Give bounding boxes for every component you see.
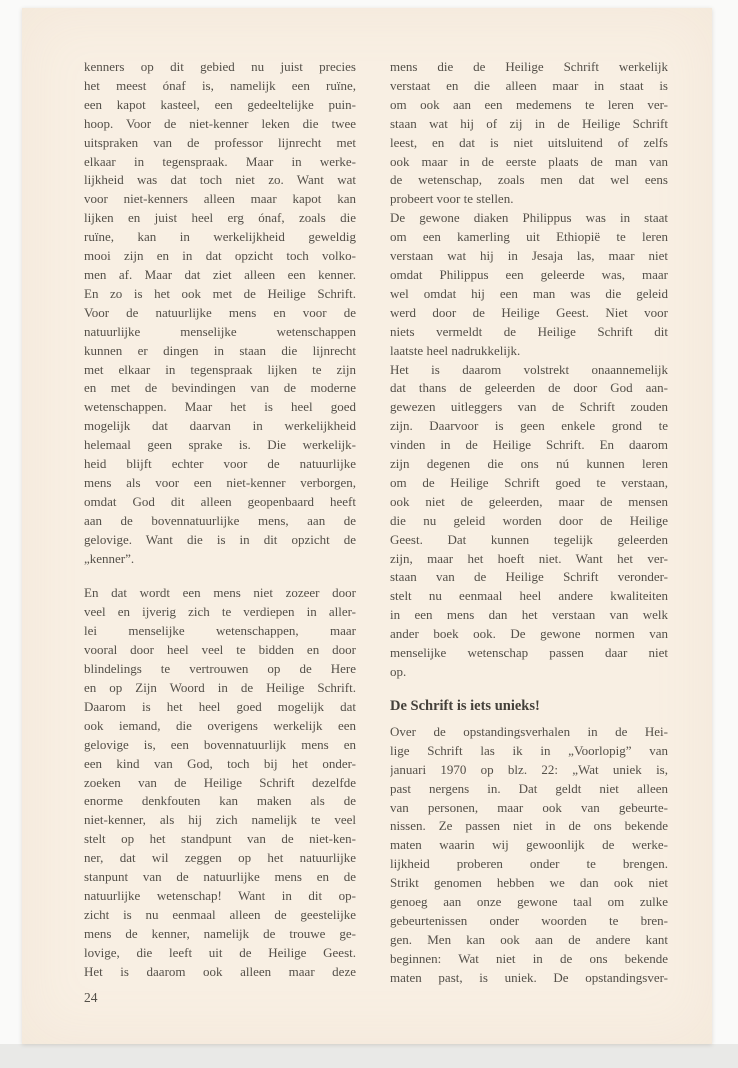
paragraph [84, 58, 356, 568]
text-line: mooi zijn en in dat opzicht toch volko- [84, 248, 356, 264]
text-line: beginnen: Wat niet in de ons bekende [390, 950, 668, 966]
text-line: natuurlijke wetenschap! Want in dit op- [84, 887, 356, 903]
paragraph [390, 58, 668, 209]
text-line: niet-kenner, als hij zich namelijk te veel [84, 812, 356, 828]
text-line: om de Heilige Schrift goed te verstaan, [390, 474, 668, 490]
text-line: dat thans de geleerden de door God aan- [390, 380, 668, 396]
text-line: En zo is het ook met de Heilige Schrift. [84, 285, 356, 301]
text-line: probeert voor te stellen. [390, 191, 514, 207]
text-line: blindelings te vertrouwen op de Here [84, 661, 356, 677]
text-line: een kind van God, toch bij het onder- [84, 755, 356, 771]
text-line: verstaan wat hij in Jesaja las, maar niet [390, 248, 668, 264]
text-line: lijkheid was dat toch niet zo. Want wat [84, 172, 356, 188]
text-line: lijken en juist heel erg ónaf, zoals die [84, 210, 356, 226]
text-line: lovige, die leeft uit de Heilige Geest. [84, 944, 356, 960]
text-line: en op Zijn Woord in de Heilige Schrift. [84, 680, 356, 695]
text-line: natuurlijke menselijke wetenschappen [84, 323, 356, 339]
text-line: om ook aan een medemens te leren ver- [390, 96, 668, 112]
text-line: helemaal geen sprake is. Die werkelijk- [84, 437, 356, 453]
text-line: elkaar in tegenspraak. Maar in werke- [84, 153, 356, 169]
left-column [84, 58, 356, 1007]
text-line: stelt op het standpunt van de niet-ken- [84, 831, 356, 847]
text-line: lei menselijke wetenschappen, maar [84, 623, 356, 639]
text-line: en met de bevindingen van de moderne [84, 380, 356, 396]
text-line: verstaat en die alleen maar in staat is [390, 77, 668, 93]
two-column-layout [84, 58, 668, 1007]
text-line: mens die de Heilige Schrift werkelijk [390, 59, 668, 74]
text-line: men af. Maar dat ziet alleen een kenner. [84, 266, 356, 282]
text-line: maten waarin wij gewoonlijk de werke- [390, 837, 668, 853]
text-line: lijkheid proberen onder te brengen. [390, 856, 668, 872]
text-line: Daarom is het heel goed mogelijk dat [84, 698, 356, 714]
text-line: gewezen uitleggers van de Schrift zouden [390, 399, 668, 415]
text-line: heid blijft echter voor de natuurlijke [84, 456, 356, 472]
paragraph [84, 584, 356, 981]
text-line: nissen. Ze passen niet in de ons bekende [390, 818, 668, 834]
text-line: van personen, maar ook van gebeurte- [390, 799, 668, 815]
text-line: omdat God dit alleen geopenbaard heeft [84, 493, 356, 509]
page-number: 24 [84, 989, 98, 1005]
text-line: „kenner”. [84, 550, 135, 566]
text-line: Geest. Dat kunnen tegelijk geleerden [390, 531, 668, 547]
text-line: zoeken van de Heilige Schrift dezelfde [84, 774, 356, 790]
text-line: Het is daarom ook alleen maar deze [84, 963, 356, 979]
text-line: mens de kenner, namelijk de trouwe ge- [84, 925, 356, 941]
text-line: mens als voor een niet-kenner verborgen, [84, 474, 356, 490]
text-line: zijn degenen die ons nú kunnen leren [390, 456, 668, 472]
text-line: zicht is nu eenmaal alleen de geestelijke [84, 906, 356, 922]
text-line: En dat wordt een mens niet zozeer door [84, 585, 356, 601]
text-line: de wetenschap, zoals men dat wel eens [390, 172, 668, 188]
text-line: ruïne, kan in werkelijkheid geweldig [84, 229, 356, 245]
text-line: vinden in de Heilige Schrift. En daarom [390, 437, 668, 453]
text-line: kunnen er dingen in staan die lijnrecht [84, 342, 356, 358]
paragraph [390, 209, 668, 360]
text-line: ander boek ook. De gewone normen van [390, 626, 668, 642]
paragraph [390, 361, 668, 682]
text-line: op. [390, 664, 407, 679]
text-line: omdat Philippus een geleerde was, maar [390, 266, 668, 282]
text-line: ner, dat wil zeggen op het natuurlijke [84, 850, 356, 866]
text-line: het meest ónaf is, namelijk een ruïne, [84, 77, 356, 93]
text-line: Over de opstandingsverhalen in de Hei- [390, 723, 668, 739]
text-line: genoeg aan onze gewone taal om zulke [390, 894, 668, 910]
text-line: wetenschappen. Maar het is heel goed [84, 399, 356, 415]
paragraph [390, 723, 668, 988]
text-line: gelovige. Want die is in dit opzicht de [84, 531, 356, 547]
text-line: Strikt genomen hebben we dan ook niet [390, 875, 668, 891]
text-line: enorme denkfouten kan maken als de [84, 793, 356, 809]
text-line: januari 1970 op blz. 22: „Wat uniek is, [390, 761, 668, 777]
text-line: in een mens dan het verstaan van welk [390, 607, 668, 623]
text-line: leest, en dat is niet uitsluitend of zelfs [390, 134, 668, 150]
text-line: De gewone diaken Philippus was in staat [390, 210, 668, 226]
text-line: ook iemand, die overigens werkelijk een [84, 717, 356, 733]
text-line: uitspraken van de professor lijnrecht met [84, 134, 356, 150]
text-line: hoop. Voor de niet-kenner leken die twee [84, 115, 356, 131]
text-line: gebeurtenissen onder woorden te bren- [390, 912, 668, 928]
text-line: wel omdat hij een man was die geleid [390, 285, 668, 301]
text-line: kenners op dit gebied nu juist precies [84, 59, 356, 74]
text-line: werd door de Heilige Geest. Niet voor [390, 304, 668, 320]
text-line: gelovige is, een bovennatuurlijk mens en [84, 736, 356, 752]
text-line: lige Schrift las ik in „Voorlopig” van [390, 742, 668, 758]
text-line: een kapot kasteel, een gedeeltelijke puin- [84, 96, 356, 112]
text-line: aan de bovennatuurlijke mens, aan de [84, 512, 356, 528]
text-line: vooral door heel veel te bidden en door [84, 642, 356, 658]
book-page [22, 8, 712, 1044]
text-line: met elkaar in tegenspraak lijken te zijn [84, 361, 356, 377]
text-line: stelt nu eenmaal heel andere kwaliteiten [390, 588, 668, 604]
text-line: staan wat hij of zij in de Heilige Schrift [390, 115, 668, 131]
text-line: past nergens in. Dat geldt niet alleen [390, 780, 668, 796]
text-line: staan van de Heilige Schrift veronder- [390, 569, 668, 585]
text-line: zijn. Daarvoor is geen enkele grond te [390, 418, 668, 434]
text-line: voor niet-kenners alleen maar kapot kan [84, 191, 356, 207]
text-line: veel en ijverig zich te verdiepen in aller- [84, 604, 356, 620]
right-column [390, 58, 668, 1007]
text-line: gen. Men kan ook aan de andere kant [390, 931, 668, 947]
text-line: maten past, is uniek. De opstandingsver- [390, 969, 668, 985]
text-line: mogelijk dat daarvan in werkelijkheid [84, 418, 356, 434]
text-line: stanpunt van de natuurlijke mens en de [84, 869, 356, 885]
text-line: Het is daarom volstrekt onaannemelijk [390, 361, 668, 377]
text-line: ook niet de geleerden, maar de mensen [390, 493, 668, 509]
scan-background-strip [0, 1044, 738, 1068]
text-line: laatste heel nadrukkelijk. [390, 342, 521, 358]
text-line: ook maar in de eerste plaats de man van [390, 153, 668, 169]
text-line: om een kamerling uit Ethiopië te leren [390, 229, 668, 245]
text-line: menselijke wetenschap passen daar niet [390, 645, 668, 661]
text-line: niets vermeldt de Heilige Schrift dit [390, 323, 668, 339]
text-line: zijn, maar het hoeft niet. Want het ver- [390, 550, 668, 566]
text-line: Voor de natuurlijke mens en voor de [84, 304, 356, 320]
section-heading: De Schrift is iets unieks! [390, 697, 540, 714]
text-line: die nu geleid worden door de Heilige [390, 512, 668, 528]
